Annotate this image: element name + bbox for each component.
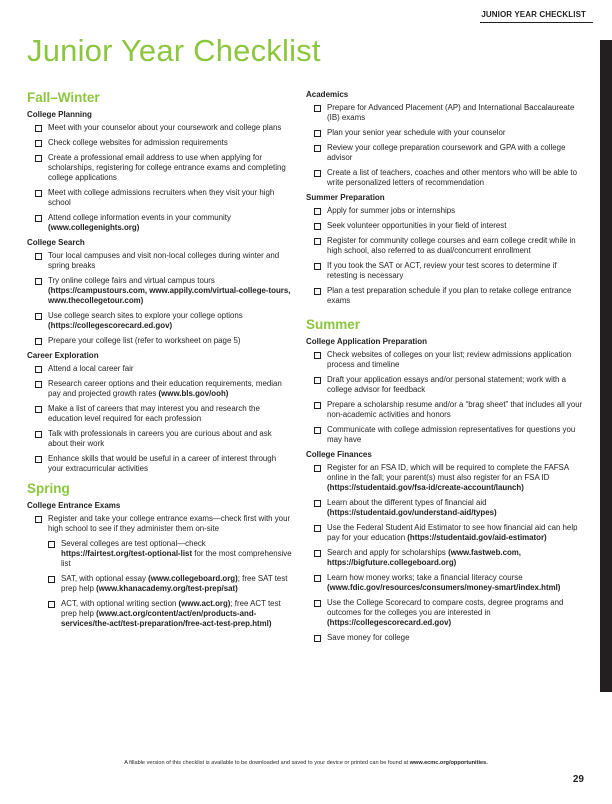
checkbox[interactable]	[35, 140, 42, 147]
link[interactable]: https://fairtest.org/test-optional-list	[61, 549, 193, 558]
checklist-item[interactable]: Seek volunteer opportunities in your field of interest	[314, 221, 584, 231]
checkbox[interactable]	[314, 208, 321, 215]
link[interactable]: (https://studentaid.gov/aid-estimator)	[407, 533, 547, 542]
footer-note: A fillable version of this checklist is available to be downloaded and saved to your device or printed can be found at www.ecmc.org/opportunities.	[124, 760, 488, 766]
link[interactable]: (www.fdic.gov/resources/consumers/money-smart/index.html)	[327, 583, 561, 592]
link[interactable]: (https://studentaid.gov/fsa-id/create-account/launch)	[327, 483, 524, 492]
checkbox[interactable]	[35, 313, 42, 320]
checklist-item[interactable]: Check websites of colleges on your list; review admissions application process and timeline	[314, 350, 584, 370]
checkbox[interactable]	[35, 155, 42, 162]
season-heading-spring: Spring	[27, 481, 70, 496]
link[interactable]: (www.collegeboard.org)	[148, 574, 238, 583]
section-career-exploration: Career Exploration	[27, 351, 99, 360]
right-column	[306, 90, 584, 648]
checklist-item[interactable]: Use the Federal Student Aid Estimator to see how financial aid can help pay for your education (https://studentaid.gov/aid-estimator)	[314, 523, 584, 543]
checkbox[interactable]	[314, 130, 321, 137]
season-heading-summer: Summer	[306, 317, 361, 332]
checklist-subitem[interactable]: Several colleges are test optional—check https://fairtest.org/test-optional-list for the most comprehensive list	[48, 539, 293, 569]
checklist-item[interactable]: Learn about the different types of financial aid (https://studentaid.gov/understand-aid/types)	[314, 498, 584, 518]
checkbox[interactable]	[35, 253, 42, 260]
checklist-item[interactable]: Tour local campuses and visit non-local colleges during winter and spring breaks	[35, 251, 293, 271]
checklist-item[interactable]: Check college websites for admission requirements	[35, 138, 293, 148]
link[interactable]: (https://collegescorecard.ed.gov)	[48, 321, 173, 330]
checkbox[interactable]	[35, 381, 42, 388]
link[interactable]: (www.collegenights.org)	[48, 223, 140, 232]
checklist-item[interactable]: Plan your senior year schedule with your counselor	[314, 128, 584, 138]
checkbox[interactable]	[314, 600, 321, 607]
checkbox[interactable]	[314, 238, 321, 245]
link[interactable]: (https://studentaid.gov/understand-aid/types)	[327, 508, 497, 517]
link[interactable]: (www.bls.gov/ooh)	[158, 389, 229, 398]
checklist-item[interactable]: Register for community college courses and earn college credit while in high school, also referred to as dual/concurrent enrollment	[314, 236, 584, 256]
link[interactable]: (www.khanacademy.org/test-prep/sat)	[96, 584, 238, 593]
section-college-application-preparation: College Application Preparation	[306, 337, 428, 346]
checkbox[interactable]	[35, 338, 42, 345]
page-edge-tab	[600, 40, 612, 692]
checkbox[interactable]	[48, 576, 55, 583]
running-head-rule	[480, 22, 593, 23]
checklist-item[interactable]: Meet with college admissions recruiters when they visit your high school	[35, 188, 293, 208]
checklist-item[interactable]: Use college search sites to explore your college options (https://collegescorecard.ed.gov)	[35, 311, 293, 331]
checklist-item[interactable]: Attend college information events in your community (www.collegenights.org)	[35, 213, 293, 233]
checklist-item[interactable]: Apply for summer jobs or internships	[314, 206, 584, 216]
link[interactable]: (www.act.org/content/act/en/products-and-services/the-act/test-preparation/free-act-test-prep.html)	[61, 609, 272, 628]
checkbox[interactable]	[314, 170, 321, 177]
checkbox[interactable]	[314, 575, 321, 582]
checkbox[interactable]	[35, 456, 42, 463]
running-head: JUNIOR YEAR CHECKLIST	[481, 10, 586, 19]
checklist-item[interactable]: Review your college preparation coursework and GPA with a college advisor	[314, 143, 584, 163]
checkbox[interactable]	[314, 402, 321, 409]
checkbox[interactable]	[314, 550, 321, 557]
checkbox[interactable]	[314, 500, 321, 507]
page-number: 29	[572, 774, 584, 785]
checklist-item[interactable]: Research career options and their education requirements, median pay and projected growth rates (www.bls.gov/ooh)	[35, 379, 293, 399]
checklist-item[interactable]: Prepare for Advanced Placement (AP) and International Baccalaureate (IB) exams	[314, 103, 584, 123]
checklist-item[interactable]: Make a list of careers that may interest you and research the education level required for each profession	[35, 404, 293, 424]
checklist-item[interactable]: Prepare your college list (refer to worksheet on page 5)	[35, 336, 293, 346]
checklist-item[interactable]: Try online college fairs and virtual campus tours (https://campustours.com, www.appily.com/virtual-college-tours, www.thecollegetour.com)	[35, 276, 293, 306]
checkbox[interactable]	[314, 352, 321, 359]
checklist-item[interactable]: Learn how money works; take a financial literacy course (www.fdic.gov/resources/consumers/money-smart/index.html)	[314, 573, 584, 593]
checklist-item[interactable]: Create a list of teachers, coaches and other mentors who will be able to write personalized letters of recommendation	[314, 168, 584, 188]
page-title: Junior Year Checklist	[27, 33, 321, 68]
checkbox[interactable]	[48, 541, 55, 548]
checkbox[interactable]	[314, 145, 321, 152]
link[interactable]: (www.fastweb.com, https://bigfuture.collegeboard.org)	[327, 548, 522, 567]
checkbox[interactable]	[35, 190, 42, 197]
checkbox[interactable]	[314, 525, 321, 532]
checkbox[interactable]	[314, 105, 321, 112]
section-academics: Academics	[306, 90, 349, 99]
section-college-planning: College Planning	[27, 110, 92, 119]
section-college-finances: College Finances	[306, 450, 372, 459]
checklist-item[interactable]: Create a professional email address to use when applying for scholarships, registering for college entrance exams and completing college applications	[35, 153, 293, 183]
checklist-item[interactable]: Meet with your counselor about your coursework and college plans	[35, 123, 293, 133]
checkbox[interactable]	[314, 377, 321, 384]
section-college-entrance-exams: College Entrance Exams	[27, 501, 121, 510]
checkbox[interactable]	[35, 125, 42, 132]
checkbox[interactable]	[48, 601, 55, 608]
checklist-item[interactable]: Register for an FSA ID, which will be required to complete the FAFSA online in the fall; your parent(s) must also register for an FSA ID (https://studentaid.gov/fsa-id/create-account/launch)	[314, 463, 584, 493]
checkbox[interactable]	[35, 431, 42, 438]
checklist-subitem[interactable]: ACT, with optional writing section (www.act.org); free ACT test prep help (www.act.org/content/act/en/products-and-services/the-act/test-preparation/free-act-test-prep.html)	[48, 599, 293, 629]
checkbox[interactable]	[314, 465, 321, 472]
checkbox[interactable]	[314, 635, 321, 642]
checklist-item[interactable]: Prepare a scholarship resume and/or a “brag sheet” that includes all your non-academic activities and honors	[314, 400, 584, 420]
checklist-item[interactable]: If you took the SAT or ACT, review your test scores to determine if retesting is necessary	[314, 261, 584, 281]
checklist-item[interactable]: Register and take your college entrance exams—check first with your high school to see if they administer them on-site	[35, 514, 293, 534]
checklist-item[interactable]: Attend a local career fair	[35, 364, 293, 374]
checklist-item[interactable]: Draft your application essays and/or personal statement; work with a college advisor for feedback	[314, 375, 584, 395]
checklist-item[interactable]: Save money for college	[314, 633, 584, 643]
section-summer-preparation: Summer Preparation	[306, 193, 385, 202]
checkbox[interactable]	[35, 516, 42, 523]
footer-link[interactable]: www.ecmc.org/opportunities.	[409, 760, 488, 766]
checklist-item[interactable]: Use the College Scorecard to compare costs, degree programs and outcomes for the colleges you are interested in (https://collegescorecard.ed.gov)	[314, 598, 584, 628]
link[interactable]: (https://campustours.com, www.appily.com/virtual-college-tours, www.thecollegetour.com)	[48, 286, 291, 305]
checkbox[interactable]	[314, 223, 321, 230]
checklist-item[interactable]: Communicate with college admission representatives for questions you may have	[314, 425, 584, 445]
link[interactable]: (www.act.org)	[178, 599, 231, 608]
section-college-search: College Search	[27, 238, 85, 247]
checkbox[interactable]	[35, 406, 42, 413]
checklist-item[interactable]: Search and apply for scholarships (www.fastweb.com, https://bigfuture.collegeboard.org)	[314, 548, 584, 568]
checkbox[interactable]	[35, 366, 42, 373]
checkbox[interactable]	[314, 263, 321, 270]
left-column	[27, 90, 293, 634]
checkbox[interactable]	[35, 278, 42, 285]
checklist-subitem[interactable]: SAT, with optional essay (www.collegeboard.org); free SAT test prep help (www.khanacademy.org/test-prep/sat)	[48, 574, 293, 594]
checklist-item[interactable]: Plan a test preparation schedule if you plan to retake college entrance exams	[314, 286, 584, 306]
checkbox[interactable]	[35, 215, 42, 222]
link[interactable]: (https://collegescorecard.ed.gov)	[327, 618, 452, 627]
season-heading-fall-winter: Fall–Winter	[27, 90, 100, 105]
checklist-item[interactable]: Enhance skills that would be useful in a career of interest through your extracurricular activities	[35, 454, 293, 474]
checkbox[interactable]	[314, 288, 321, 295]
checkbox[interactable]	[314, 427, 321, 434]
checklist-item[interactable]: Talk with professionals in careers you are curious about and ask about their work	[35, 429, 293, 449]
